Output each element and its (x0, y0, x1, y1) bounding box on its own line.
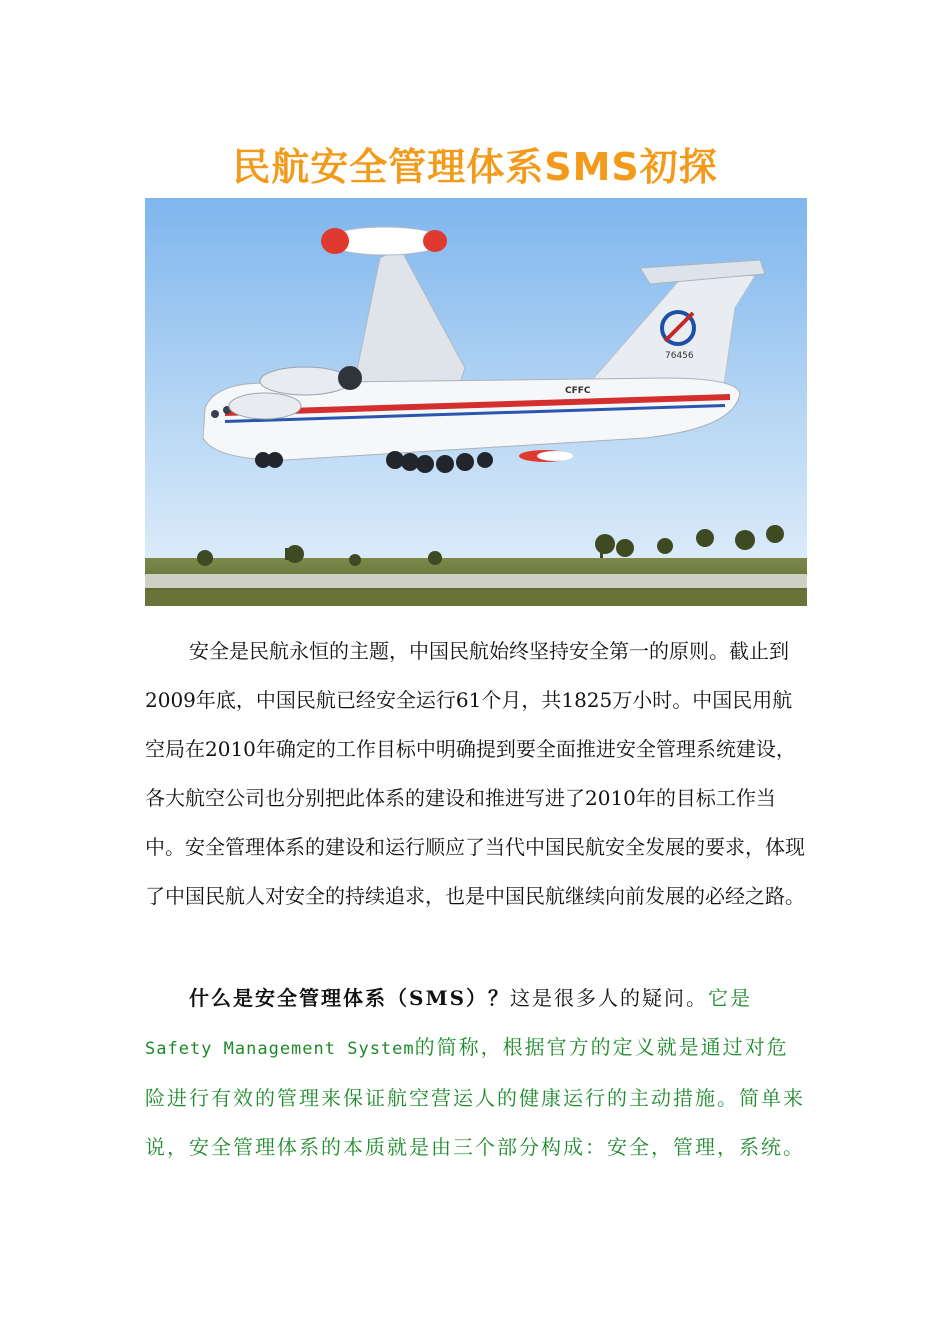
sms-full-name: Safety Management System (145, 1039, 415, 1059)
paragraph-definition (145, 974, 807, 1172)
paragraph-intro (145, 627, 807, 921)
sms-question: 什么是安全管理体系（SMS）？ (189, 986, 511, 1010)
definition-start: 它是 (708, 986, 753, 1010)
definition-text: 的简称，根据官方的定义就是通过对危险进行有效的管理来保证航空营运人的健康运行的主动措施。简单来说，安全管理体系的本质就是由三个部分构成：安全，管理，系统。 (145, 1035, 805, 1159)
aircraft-photo (145, 198, 807, 606)
registration-text: 76456 (665, 351, 694, 361)
paragraph-intro-text: 安全是民航永恒的主题，中国民航始终坚持安全第一的原则。截止到2009年底，中国民航已经安全运行61个月，共1825万小时。中国民用航空局在2010年确定的工作目标中明确提到要全面推进安全管理系统建设，各大航空公司也分别把此体系的建设和推进写进了2010年的目标工作当中。安全管理体系的建设和运行顺应了当代中国民航安全发展的要求，体现了中国民航人对安全的持续追求，也是中国民航继续向前发展的必经之路。 (145, 639, 805, 908)
question-lead: 这是很多人的疑问。 (510, 986, 709, 1010)
page-title: 民航安全管理体系SMS初探 (232, 145, 718, 189)
fuselage-text: CFFC (565, 386, 591, 396)
